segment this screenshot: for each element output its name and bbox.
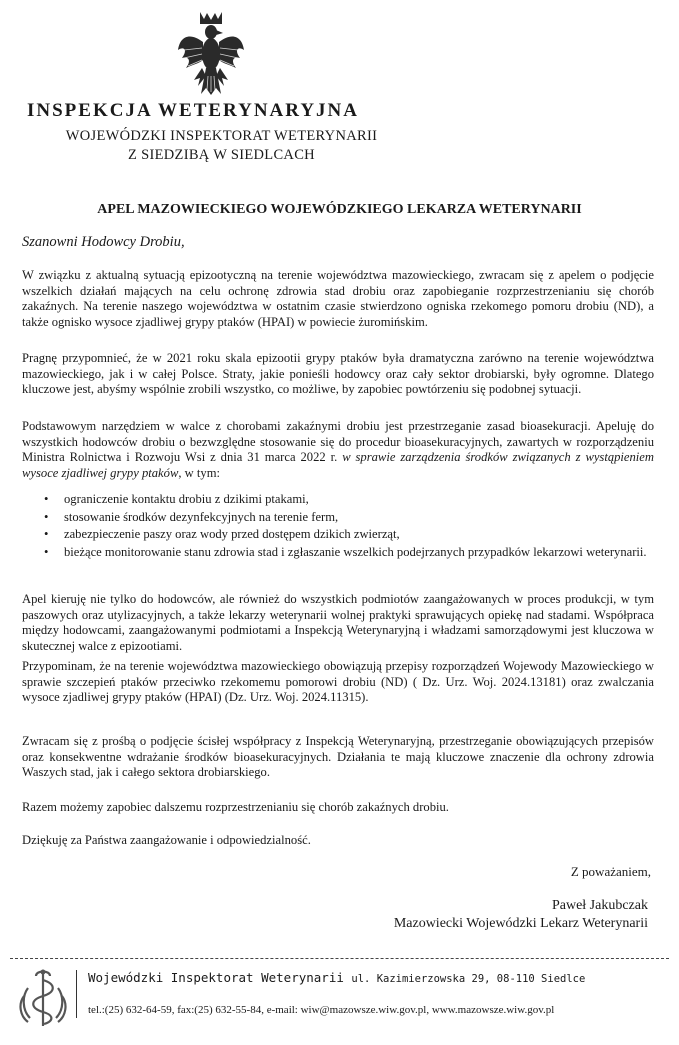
institution-name: INSPEKCJA WETERYNARYJNA (27, 100, 359, 121)
paragraph-history: Pragnę przypomnieć, że w 2021 roku skala epizootii grypy ptaków była dramatyczna zarówno na terenie województwa mazowieckiego, jak i w całej Polsce. Straty, jakie ponieśli hodowcy oraz cały sektor drobiarski, były ogromne. Dlatego kluczowe jest, abyśmy wspólnie zrobili wszystko, co możliwe, by zapobiec powtórzeniu się podobnej sytuacji. (22, 351, 654, 396)
list-item: • bieżące monitorowanie stanu zdrowia stad i zgłaszanie wszelkich podejrzanych przypadków lekarzowi weterynarii. (22, 545, 654, 561)
footer-contact: tel.:(25) 632-64-59, fax:(25) 632-55-84, e-mail: wiw@mazowsze.wiw.gov.pl, www.mazowsze.wiw.gov.pl (88, 1004, 555, 1016)
paragraph-biosecurity-end: , w tym: (178, 465, 220, 480)
paragraph-regulations: Przypominam, że na terenie województwa mazowieckiego obowiązują przepisy rozporządzeń Wojewody Mazowieckiego w sprawie szczepień ptaków przeciwko rzekomemu pomorowi drobiu (ND) ( Dz. Urz. Woj. 2024.13181) oraz zwalczania wysoce zjadliwej grypy ptaków (HPAI) (Dz. Urz. Woj. 2024.11315). (22, 659, 654, 704)
paragraph-situation: W związku z aktualną sytuacją epizootyczną na terenie województwa mazowieckiego, zwracam się z apelem o podjęcie wszelkich działań mających na celu ochronę zdrowia stad drobiu oraz zapobieganie rozprzestrzenianiu się chorób zakaźnych. Na terenie naszego województwa w ostatnim czasie stwierdzono ogniska rzekomego pomoru drobiu (ND), a także ognisko wysoce zjadliwej grypy ptaków (HPAI) w powiecie żuromińskim. (22, 268, 654, 329)
paragraph-together: Razem możemy zapobiec dalszemu rozprzestrzenianiu się chorób zakaźnych drobiu. (22, 800, 449, 814)
regulation-title: w sprawie zarządzenia środków związanych z wystąpieniem wysoce zjadliwej grypy ptaków (22, 450, 654, 480)
biosecurity-measures-list (22, 492, 654, 562)
list-item: • zabezpieczenie paszy oraz wody przed dostępem dzikich zwierząt, (22, 527, 654, 543)
paragraph-biosecurity (22, 419, 654, 481)
footer-separator (76, 970, 77, 1018)
salutation: Szanowni Hodowcy Drobiu, (22, 234, 185, 250)
footer-divider (10, 958, 669, 959)
veterinary-caduceus-logo-icon (14, 966, 72, 1030)
signatory-name: Paweł Jakubczak (551, 898, 648, 913)
inspectorate-seat: Z SIEDZIBĄ W SIEDLCACH (128, 147, 315, 163)
polish-eagle-emblem-icon (176, 8, 246, 96)
closing-phrase: Z poważaniem, (570, 864, 651, 879)
document-title: APEL MAZOWIECKIEGO WOJEWÓDZKIEGO LEKARZA WETERYNARII (97, 202, 582, 217)
paragraph-cooperation: Apel kieruję nie tylko do hodowców, ale również do wszystkich podmiotów zaangażowanych w proces produkcji, w tym paszowych oraz utylizacyjnych, a także lekarzy weterynarii wolnej praktyki sprawujących opiekę nad stadami. Współpraca między hodowcami, zaangażowanymi podmiotami a Inspekcją Weterynaryjną i władzami samorządowymi jest kluczowa w skutecznej walce z epizootiami. (22, 592, 654, 653)
footer-organization (88, 970, 585, 985)
footer-address: ul. Kazimierzowska 29, 08-110 Siedlce (351, 973, 586, 985)
list-item: • stosowanie środków dezynfekcyjnych na terenie ferm, (22, 510, 654, 526)
inspectorate-name: WOJEWÓDZKI INSPEKTORAT WETERYNARII (65, 128, 378, 144)
paragraph-thanks: Dziękuję za Państwa zaangażowanie i odpowiedzialność. (22, 833, 311, 847)
list-item: • ograniczenie kontaktu drobiu z dzikimi ptakami, (22, 492, 654, 508)
paragraph-biosecurity-text: Podstawowym narzędziem w walce z chorobami zakaźnymi drobiu jest przestrzeganie zasad bioasekuracji. Apeluję do wszystkich hodowców drobiu o bezwzględne stosowanie się do procedur bioasekuracyjnych, zawartych w rozporządzeniu Ministra Rolnictwa i Rozwoju Wsi z dnia 31 marca 2022 r. (22, 419, 654, 464)
paragraph-request: Zwracam się z prośbą o podjęcie ścisłej współpracy z Inspekcją Weterynaryjną, przestrzeganie obowiązujących przepisów oraz konsekwentne wdrażanie środków bioasekuracyjnych. Działania te mają kluczowe znaczenie dla ochrony zdrowia Waszych stad, jak i całego sektora drobiarskiego. (22, 734, 654, 779)
footer-org-name: Wojewódzki Inspektorat Weterynarii (88, 970, 344, 985)
signatory-title: Mazowiecki Wojewódzki Lekarz Weterynarii (393, 916, 648, 931)
